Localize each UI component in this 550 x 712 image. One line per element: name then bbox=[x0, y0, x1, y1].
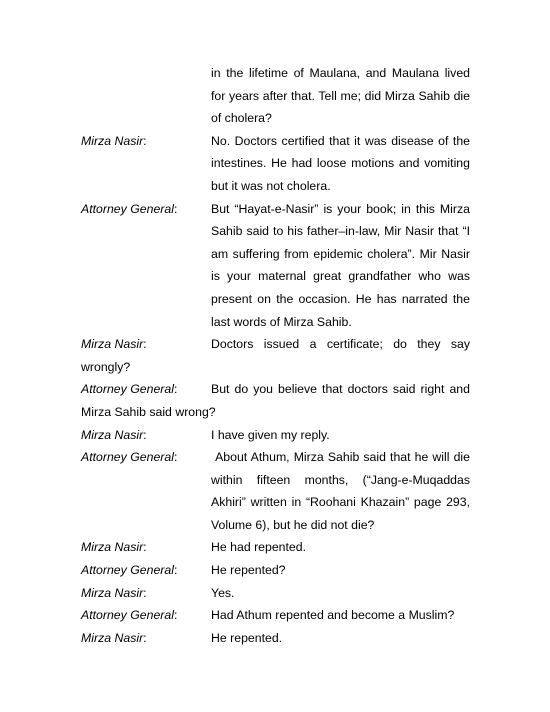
speaker-name: Attorney General bbox=[81, 563, 174, 578]
entry-continuation bbox=[81, 62, 470, 130]
entry-mirza-nasir bbox=[81, 333, 470, 378]
entry-text: But do you believe that doctors said right and Mirza Sahib said wrong? bbox=[81, 382, 470, 419]
entry-attorney-general bbox=[81, 446, 470, 536]
speaker-label: Mirza Nasir: bbox=[81, 337, 147, 352]
speaker-name: Attorney General bbox=[81, 608, 174, 623]
entry-mirza-nasir bbox=[81, 627, 470, 650]
entry-mirza-nasir bbox=[81, 582, 470, 605]
speaker-name: Mirza Nasir bbox=[81, 585, 144, 600]
entry-text: He repented. bbox=[211, 630, 283, 645]
speaker-name: Mirza Nasir bbox=[81, 540, 144, 555]
speaker-label: Mirza Nasir: bbox=[81, 630, 147, 645]
speaker-label: Attorney General: bbox=[81, 608, 178, 623]
speaker-name: Mirza Nasir bbox=[81, 133, 144, 148]
entry-text: About Athum, Mirza Sahib said that he will die within fifteen months, (“Jang-e-Muqaddas Akhiri” written in “Roohani Khazain” page 293, Volume 6), but he did not die? bbox=[211, 450, 470, 532]
speaker-label: Mirza Nasir: bbox=[81, 427, 147, 442]
entry-attorney-general bbox=[81, 378, 470, 423]
speaker-label: Mirza Nasir: bbox=[81, 585, 147, 600]
entry-attorney-general bbox=[81, 604, 470, 627]
speaker-label: Attorney General: bbox=[81, 450, 178, 465]
entry-mirza-nasir bbox=[81, 536, 470, 559]
entry-text: But “Hayat-e-Nasir” is your book; in this Mirza Sahib said to his father–in-law, Mir Nasir that “I am suffering from epidemic cholera”. Mir Nasir is your maternal great grandfather who was present on the occasion. He has narrated the last words of Mirza Sahib. bbox=[211, 201, 470, 329]
entry-mirza-nasir bbox=[81, 424, 470, 447]
speaker-label: Attorney General: bbox=[81, 201, 178, 216]
speaker-label: Mirza Nasir: bbox=[81, 540, 147, 555]
entry-text: in the lifetime of Maulana, and Maulana lived for years after that. Tell me; did Mirza Sahib die of cholera? bbox=[211, 66, 470, 126]
speaker-label: Mirza Nasir: bbox=[81, 133, 147, 148]
entry-text: I have given my reply. bbox=[211, 427, 330, 442]
speaker-name: Attorney General bbox=[81, 450, 174, 465]
speaker-name: Attorney General bbox=[81, 382, 174, 397]
speaker-name: Mirza Nasir bbox=[81, 337, 144, 352]
entry-mirza-nasir bbox=[81, 130, 470, 198]
speaker-label: Attorney General: bbox=[81, 563, 178, 578]
transcript bbox=[81, 62, 470, 649]
entry-attorney-general bbox=[81, 559, 470, 582]
speaker-name: Mirza Nasir bbox=[81, 630, 144, 645]
entry-attorney-general bbox=[81, 198, 470, 334]
entry-text: Yes. bbox=[211, 585, 235, 600]
speaker-label: Attorney General: bbox=[81, 382, 178, 397]
speaker-name: Attorney General bbox=[81, 201, 174, 216]
speaker-name: Mirza Nasir bbox=[81, 427, 144, 442]
entry-text: Doctors issued a certificate; do they say wrongly? bbox=[81, 337, 470, 374]
entry-text: No. Doctors certified that it was disease of the intestines. He had loose motions and vomiting but it was not cholera. bbox=[211, 133, 470, 193]
entry-text: Had Athum repented and become a Muslim? bbox=[211, 608, 455, 623]
entry-text: He repented? bbox=[211, 563, 286, 578]
entry-text: He had repented. bbox=[211, 540, 307, 555]
